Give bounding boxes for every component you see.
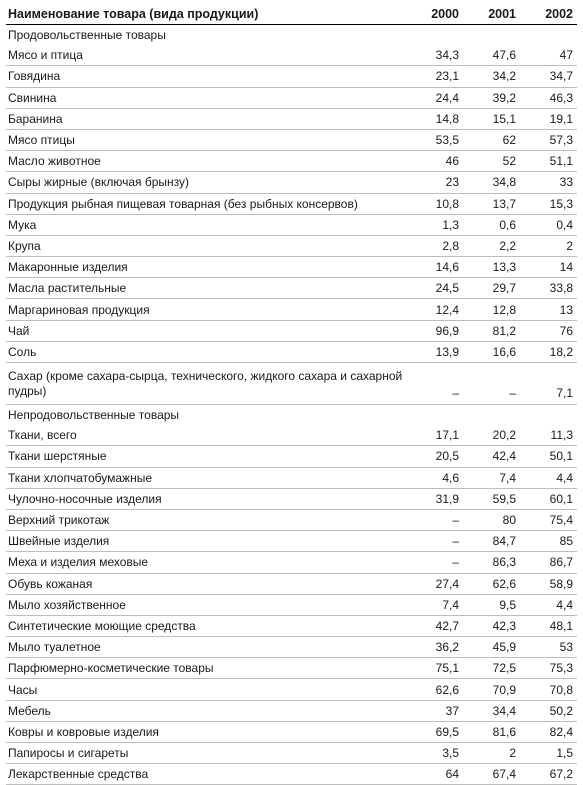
product-name: Сыры жирные (включая брынзу) xyxy=(6,172,406,193)
table-row xyxy=(6,594,577,615)
product-name: Маргариновая продукция xyxy=(6,299,406,320)
value-2002: 82,4 xyxy=(520,721,577,742)
table-row xyxy=(6,278,577,299)
value-2000: 13,9 xyxy=(406,341,463,362)
section-header-row xyxy=(6,405,577,426)
value-2001: 84,7 xyxy=(463,531,520,552)
value-2002: 75,3 xyxy=(520,658,577,679)
value-2002: 67,2 xyxy=(520,764,577,785)
value-2001: 52 xyxy=(463,151,520,172)
value-2001: 34,4 xyxy=(463,700,520,721)
value-2000: 23 xyxy=(406,172,463,193)
value-2002: 15,3 xyxy=(520,193,577,214)
product-name: Часы xyxy=(6,679,406,700)
table-body xyxy=(6,25,577,785)
value-2000: 24,4 xyxy=(406,87,463,108)
product-name: Чай xyxy=(6,320,406,341)
table-row xyxy=(6,509,577,530)
value-2001: 0,6 xyxy=(463,214,520,235)
value-2002: 51,1 xyxy=(520,151,577,172)
value-2002: 53 xyxy=(520,637,577,658)
value-2000: 62,6 xyxy=(406,679,463,700)
value-2000: 42,7 xyxy=(406,615,463,636)
value-2002: 0,4 xyxy=(520,214,577,235)
value-2001: 62,6 xyxy=(463,573,520,594)
column-header-2002: 2002 xyxy=(520,4,577,25)
value-2002: 1,5 xyxy=(520,743,577,764)
value-2000: – xyxy=(406,363,463,405)
value-2002: 4,4 xyxy=(520,594,577,615)
value-2002: 46,3 xyxy=(520,87,577,108)
table-row xyxy=(6,573,577,594)
value-2002: 50,2 xyxy=(520,700,577,721)
value-2001: – xyxy=(463,363,520,405)
value-2000: 4,6 xyxy=(406,467,463,488)
value-2001: 42,3 xyxy=(463,615,520,636)
product-name: Меха и изделия меховые xyxy=(6,552,406,573)
product-name: Обувь кожаная xyxy=(6,573,406,594)
value-2001: 34,8 xyxy=(463,172,520,193)
value-2002: 7,1 xyxy=(520,363,577,405)
value-2002: 58,9 xyxy=(520,573,577,594)
value-2001: 42,4 xyxy=(463,446,520,467)
product-name: Соль xyxy=(6,341,406,362)
value-2002: 85 xyxy=(520,531,577,552)
product-name: Баранина xyxy=(6,108,406,129)
product-name: Ткани хлопчатобумажные xyxy=(6,467,406,488)
product-name: Ткани шерстяные xyxy=(6,446,406,467)
value-2002: 4,4 xyxy=(520,467,577,488)
value-2000: – xyxy=(406,509,463,530)
product-name: Ковры и ковровые изделия xyxy=(6,721,406,742)
value-2002: 70,8 xyxy=(520,679,577,700)
value-2000: 12,4 xyxy=(406,299,463,320)
value-2000: – xyxy=(406,552,463,573)
section-title: Непродовольственные товары xyxy=(8,408,180,423)
value-2000: 14,8 xyxy=(406,108,463,129)
value-2001: 80 xyxy=(463,509,520,530)
table-row xyxy=(6,299,577,320)
value-2001: 81,6 xyxy=(463,721,520,742)
value-2000: 2,8 xyxy=(406,235,463,256)
column-header-2000: 2000 xyxy=(406,4,463,25)
value-2000: 75,1 xyxy=(406,658,463,679)
value-2001: 16,6 xyxy=(463,341,520,362)
product-name: Швейные изделия xyxy=(6,531,406,552)
value-2000: – xyxy=(406,531,463,552)
table-row xyxy=(6,151,577,172)
product-name: Чулочно-носочные изделия xyxy=(6,488,406,509)
product-name: Папиросы и сигареты xyxy=(6,743,406,764)
value-2001: 13,3 xyxy=(463,257,520,278)
value-2000: 46 xyxy=(406,151,463,172)
value-2000 xyxy=(406,405,463,426)
value-2002: 19,1 xyxy=(520,108,577,129)
table-row xyxy=(6,425,577,446)
value-2000: 53,5 xyxy=(406,129,463,150)
table-row xyxy=(6,700,577,721)
value-2001: 34,2 xyxy=(463,66,520,87)
product-name: Крупа xyxy=(6,235,406,256)
value-2000: 24,5 xyxy=(406,278,463,299)
value-2002: 47 xyxy=(520,45,577,66)
product-name: Масла растительные xyxy=(6,278,406,299)
value-2000: 17,1 xyxy=(406,425,463,446)
value-2002 xyxy=(520,405,577,426)
value-2002 xyxy=(520,25,577,46)
table-row xyxy=(6,320,577,341)
product-name: Мясо птицы xyxy=(6,129,406,150)
table-row xyxy=(6,363,577,405)
product-name: Продукция рыбная пищевая товарная (без рыбных консервов) xyxy=(6,193,406,214)
value-2001 xyxy=(463,25,520,46)
value-2000: 14,6 xyxy=(406,257,463,278)
value-2000: 10,8 xyxy=(406,193,463,214)
value-2001: 29,7 xyxy=(463,278,520,299)
product-name: Мука xyxy=(6,214,406,235)
value-2000 xyxy=(406,25,463,46)
product-name: Сахар (кроме сахара-сырца, технического, жидкого сахара и сахарной пудры) xyxy=(6,363,406,405)
product-name: Ткани, всего xyxy=(6,425,406,446)
value-2002: 76 xyxy=(520,320,577,341)
value-2001: 15,1 xyxy=(463,108,520,129)
value-2002: 60,1 xyxy=(520,488,577,509)
value-2001: 47,6 xyxy=(463,45,520,66)
value-2001: 12,8 xyxy=(463,299,520,320)
value-2002: 34,7 xyxy=(520,66,577,87)
section-header-row xyxy=(6,25,577,46)
table-row xyxy=(6,45,577,66)
value-2001: 39,2 xyxy=(463,87,520,108)
table-header xyxy=(6,4,577,25)
value-2000: 96,9 xyxy=(406,320,463,341)
table-row xyxy=(6,488,577,509)
value-2002: 2 xyxy=(520,235,577,256)
value-2001: 2,2 xyxy=(463,235,520,256)
table-row xyxy=(6,446,577,467)
value-2002: 48,1 xyxy=(520,615,577,636)
table-row xyxy=(6,235,577,256)
table-row xyxy=(6,764,577,785)
value-2000: 3,5 xyxy=(406,743,463,764)
value-2000: 20,5 xyxy=(406,446,463,467)
value-2000: 69,5 xyxy=(406,721,463,742)
product-name: Мясо и птица xyxy=(6,45,406,66)
header-row xyxy=(6,4,577,25)
value-2001: 20,2 xyxy=(463,425,520,446)
value-2000: 31,9 xyxy=(406,488,463,509)
table-row xyxy=(6,108,577,129)
product-name: Мыло хозяйственное xyxy=(6,594,406,615)
table-row xyxy=(6,552,577,573)
column-header-2001: 2001 xyxy=(463,4,520,25)
value-2002: 86,7 xyxy=(520,552,577,573)
table-row xyxy=(6,658,577,679)
product-name: Мыло туалетное xyxy=(6,637,406,658)
table-row xyxy=(6,637,577,658)
value-2001: 7,4 xyxy=(463,467,520,488)
value-2001: 67,4 xyxy=(463,764,520,785)
value-2000: 23,1 xyxy=(406,66,463,87)
table-row xyxy=(6,129,577,150)
section-title: Продовольственные товары xyxy=(8,28,166,43)
value-2001: 2 xyxy=(463,743,520,764)
table-row xyxy=(6,531,577,552)
value-2001: 9,5 xyxy=(463,594,520,615)
product-name: Парфюмерно-косметические товары xyxy=(6,658,406,679)
value-2001 xyxy=(463,405,520,426)
table-row xyxy=(6,743,577,764)
value-2002: 11,3 xyxy=(520,425,577,446)
table-row xyxy=(6,66,577,87)
value-2001: 81,2 xyxy=(463,320,520,341)
value-2002: 33,8 xyxy=(520,278,577,299)
product-name: Масло животное xyxy=(6,151,406,172)
table-row xyxy=(6,257,577,278)
table-row xyxy=(6,193,577,214)
table-row xyxy=(6,721,577,742)
product-name: Свинина xyxy=(6,87,406,108)
product-name: Говядина xyxy=(6,66,406,87)
product-name: Лекарственные средства xyxy=(6,764,406,785)
product-share-table xyxy=(6,4,577,785)
value-2002: 18,2 xyxy=(520,341,577,362)
table-row xyxy=(6,615,577,636)
product-name: Мебель xyxy=(6,700,406,721)
value-2000: 1,3 xyxy=(406,214,463,235)
value-2002: 13 xyxy=(520,299,577,320)
value-2000: 27,4 xyxy=(406,573,463,594)
value-2001: 86,3 xyxy=(463,552,520,573)
value-2001: 70,9 xyxy=(463,679,520,700)
value-2001: 45,9 xyxy=(463,637,520,658)
value-2001: 59,5 xyxy=(463,488,520,509)
product-name: Макаронные изделия xyxy=(6,257,406,278)
product-name: Синтетические моющие средства xyxy=(6,615,406,636)
table-row xyxy=(6,172,577,193)
value-2002: 33 xyxy=(520,172,577,193)
value-2000: 34,3 xyxy=(406,45,463,66)
value-2002: 75,4 xyxy=(520,509,577,530)
value-2001: 13,7 xyxy=(463,193,520,214)
table-row xyxy=(6,214,577,235)
value-2000: 7,4 xyxy=(406,594,463,615)
value-2001: 62 xyxy=(463,129,520,150)
value-2000: 37 xyxy=(406,700,463,721)
column-header-product: Наименование товара (вида продукции) xyxy=(6,4,406,25)
value-2002: 57,3 xyxy=(520,129,577,150)
table-row xyxy=(6,679,577,700)
table-row xyxy=(6,341,577,362)
table-row xyxy=(6,467,577,488)
value-2002: 50,1 xyxy=(520,446,577,467)
value-2000: 36,2 xyxy=(406,637,463,658)
value-2000: 64 xyxy=(406,764,463,785)
product-name: Верхний трикотаж xyxy=(6,509,406,530)
value-2002: 14 xyxy=(520,257,577,278)
value-2001: 72,5 xyxy=(463,658,520,679)
table-row xyxy=(6,87,577,108)
